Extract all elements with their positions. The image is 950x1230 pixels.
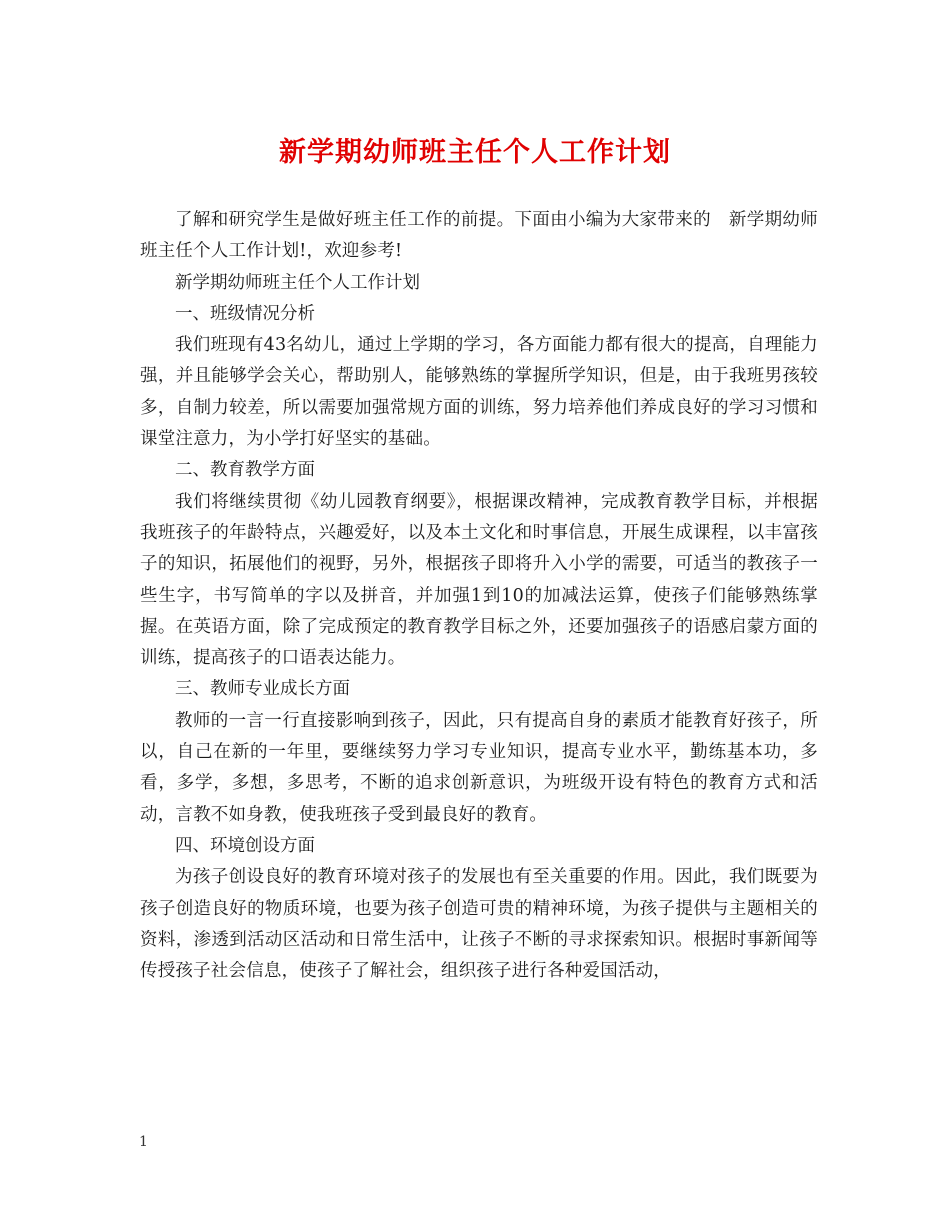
section-heading-3: 三、教师专业成长方面 xyxy=(175,679,350,700)
document-title: 新学期幼师班主任个人工作计划 xyxy=(279,137,671,168)
section-heading-4: 四、环境创设方面 xyxy=(175,835,315,856)
page-number: 1 xyxy=(139,1134,148,1150)
section-heading-2: 二、教育教学方面 xyxy=(175,460,315,481)
document-body xyxy=(140,205,818,987)
section-heading-1: 一、班级情况分析 xyxy=(175,303,315,324)
subtitle-line: 新学期幼师班主任个人工作计划 xyxy=(175,272,420,293)
intro-paragraph: 了解和研究学生是做好班主任工作的前提。下面由小编为大家带来的 新学期幼师班主任个人工作计划!，欢迎参考! xyxy=(140,210,818,262)
section-3-paragraph: 教师的一言一行直接影响到孩子，因此，只有提高自身的素质才能教育好孩子，所以，自己在新的一年里，要继续努力学习专业知识，提高专业水平，勤练基本功，多看，多学，多想，多思考，不断的追求创新意识，为班级开设有特色的教育方式和活动，言教不如身教，使我班孩子受到最良好的教育。 xyxy=(140,710,818,825)
section-1-paragraph: 我们班现有43名幼儿，通过上学期的学习，各方面能力都有很大的提高，自理能力强，并且能够学会关心，帮助别人，能够熟练的掌握所学知识，但是，由于我班男孩较多，自制力较差，所以需要加强常规方面的训练，努力培养他们养成良好的学习习惯和课堂注意力，为小学打好坚实的基础。 xyxy=(140,335,818,450)
section-4-paragraph: 为孩子创设良好的教育环境对孩子的发展也有至关重要的作用。因此，我们既要为孩子创造良好的物质环境，也要为孩子创造可贵的精神环境，为孩子提供与主题相关的资料，渗透到活动区活动和日常生活中，让孩子不断的寻求探索知识。根据时事新闻等传授孩子社会信息，使孩子了解社会，组织孩子进行各种爱国活动， xyxy=(140,867,818,982)
section-2-paragraph: 我们将继续贯彻《幼儿园教育纲要》，根据课改精神，完成教育教学目标，并根据我班孩子的年龄特点，兴趣爱好，以及本土文化和时事信息，开展生成课程，以丰富孩子的知识，拓展他们的视野，另外，根据孩子即将升入小学的需要，可适当的教孩子一些生字，书写简单的字以及拼音，并加强1到10的加减法运算，使孩子们能够熟练掌握。在英语方面，除了完成预定的教育教学目标之外，还要加强孩子的语感启蒙方面的训练，提高孩子的口语表达能力。 xyxy=(140,491,818,669)
